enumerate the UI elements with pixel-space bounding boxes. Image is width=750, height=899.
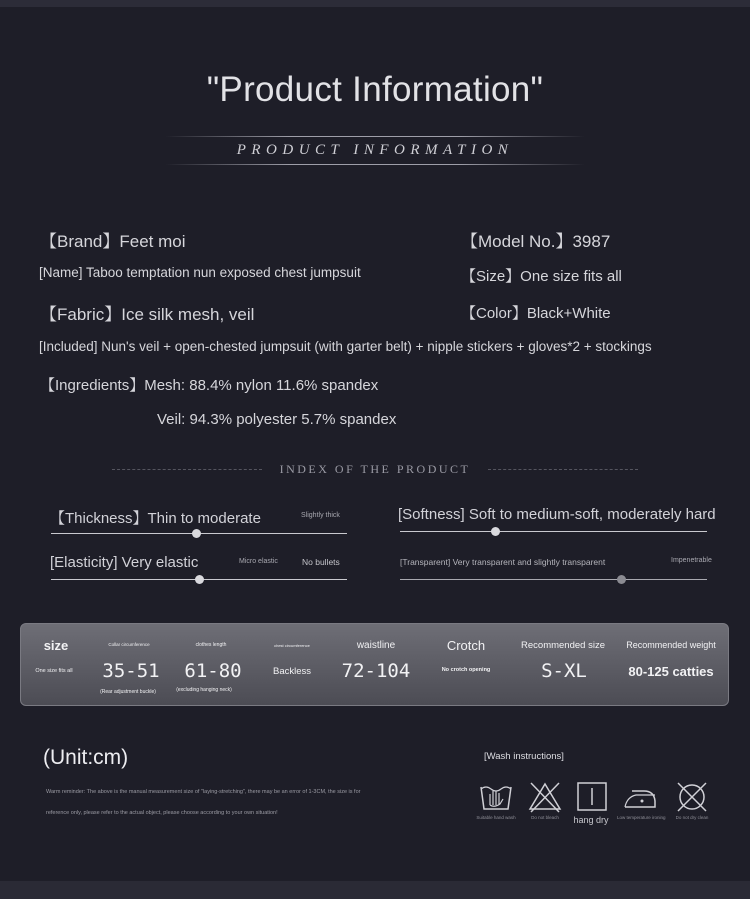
elasticity-mid-label: Micro elastic	[239, 558, 278, 565]
transparent-knob	[617, 575, 626, 584]
index-title: INDEX OF THE PRODUCT	[279, 462, 471, 476]
transparent-track	[400, 579, 707, 580]
softness-track	[400, 531, 707, 532]
crotch-header: Crotch	[446, 638, 486, 653]
size-header: size	[43, 638, 69, 653]
ingredients-text: 【Ingredients】Mesh: 88.4% nylon 11.6% spandex	[40, 377, 379, 394]
iron-icon	[622, 779, 658, 815]
length-header: clothes length	[195, 642, 227, 648]
page-title: "Product Information"	[206, 70, 544, 109]
page-subtitle: PRODUCT INFORMATION	[236, 142, 514, 158]
transparent-end-label: Impenetrable	[671, 557, 712, 564]
title-rule-bottom	[165, 164, 585, 165]
warning-line-1: Warm reminder: The above is the manual measurement size of "laying-stretching", there may be an error of 1-3CM, the size is for	[46, 789, 361, 795]
name-text: [Name] Taboo temptation nun exposed chest jumpsuit	[39, 265, 361, 280]
index-divider-right	[488, 469, 638, 470]
color-text: 【Color】Black+White	[461, 305, 611, 322]
ingredients-veil-text: Veil: 94.3% polyester 5.7% spandex	[157, 411, 397, 428]
crotch-value: No crotch opening	[441, 667, 491, 673]
size-table	[20, 623, 729, 706]
elasticity-label: [Elasticity] Very elastic	[50, 554, 199, 571]
bottom-bar	[0, 881, 750, 899]
softness-knob	[491, 527, 500, 536]
hang-dry-icon	[574, 779, 610, 815]
hand-wash-icon	[478, 779, 514, 815]
unit-label: (Unit:cm)	[43, 746, 129, 769]
waistline-header: waistline	[356, 640, 396, 651]
rec-weight-value: 80-125 catties	[628, 664, 714, 679]
hand-wash-caption: Suitable hand wash	[476, 815, 516, 820]
thickness-label: 【Thickness】Thin to moderate	[50, 510, 261, 527]
collar-header: Collar circumference	[108, 642, 150, 647]
chest-value: Backless	[272, 666, 311, 677]
length-value: 61-80	[184, 660, 242, 682]
iron-caption: Low temperature ironing	[617, 815, 666, 820]
size-value: One size fits all	[35, 668, 73, 674]
brand-text: 【Brand】Feet moi	[40, 232, 186, 251]
hang-dry-caption: hang dry	[573, 815, 609, 825]
no-dry-clean-caption: Do not dry clean	[675, 815, 709, 820]
no-bleach-icon	[527, 779, 563, 815]
rec-size-header: Recommended size	[521, 640, 605, 651]
no-bleach-caption: Do not bleach	[531, 815, 559, 820]
collar-note: (Rear adjustment buckle)	[100, 689, 156, 695]
elasticity-knob	[195, 575, 204, 584]
wash-title: [Wash instructions]	[484, 751, 564, 762]
fabric-text: 【Fabric】Ice silk mesh, veil	[40, 305, 255, 324]
thickness-knob	[192, 529, 201, 538]
elasticity-end-label: No bullets	[302, 557, 340, 567]
rec-size-value: S-XL	[541, 660, 587, 682]
length-note: (excluding hanging neck)	[176, 687, 232, 693]
rec-weight-header: Recommended weight	[626, 640, 716, 650]
chest-header: chest circumference	[274, 643, 310, 648]
no-dry-clean-icon	[674, 779, 710, 815]
warning-line-2: reference only, please refer to the actual object, please choose according to your own situation!	[46, 810, 278, 816]
size-text: 【Size】One size fits all	[461, 268, 622, 285]
waistline-value: 72-104	[341, 660, 411, 682]
included-text: [Included] Nun's veil + open-chested jumpsuit (with garter belt) + nipple stickers + gloves*2 + stockings	[39, 339, 652, 354]
collar-value: 35-51	[102, 660, 160, 682]
thickness-end-label: Slightly thick	[301, 512, 340, 519]
transparent-label: [Transparent] Very transparent and slightly transparent	[400, 557, 606, 567]
top-bar	[0, 0, 750, 7]
model-text: 【Model No.】3987	[461, 232, 611, 251]
softness-label: [Softness] Soft to medium-soft, moderately hard	[398, 506, 716, 523]
title-rule-top	[165, 136, 585, 137]
